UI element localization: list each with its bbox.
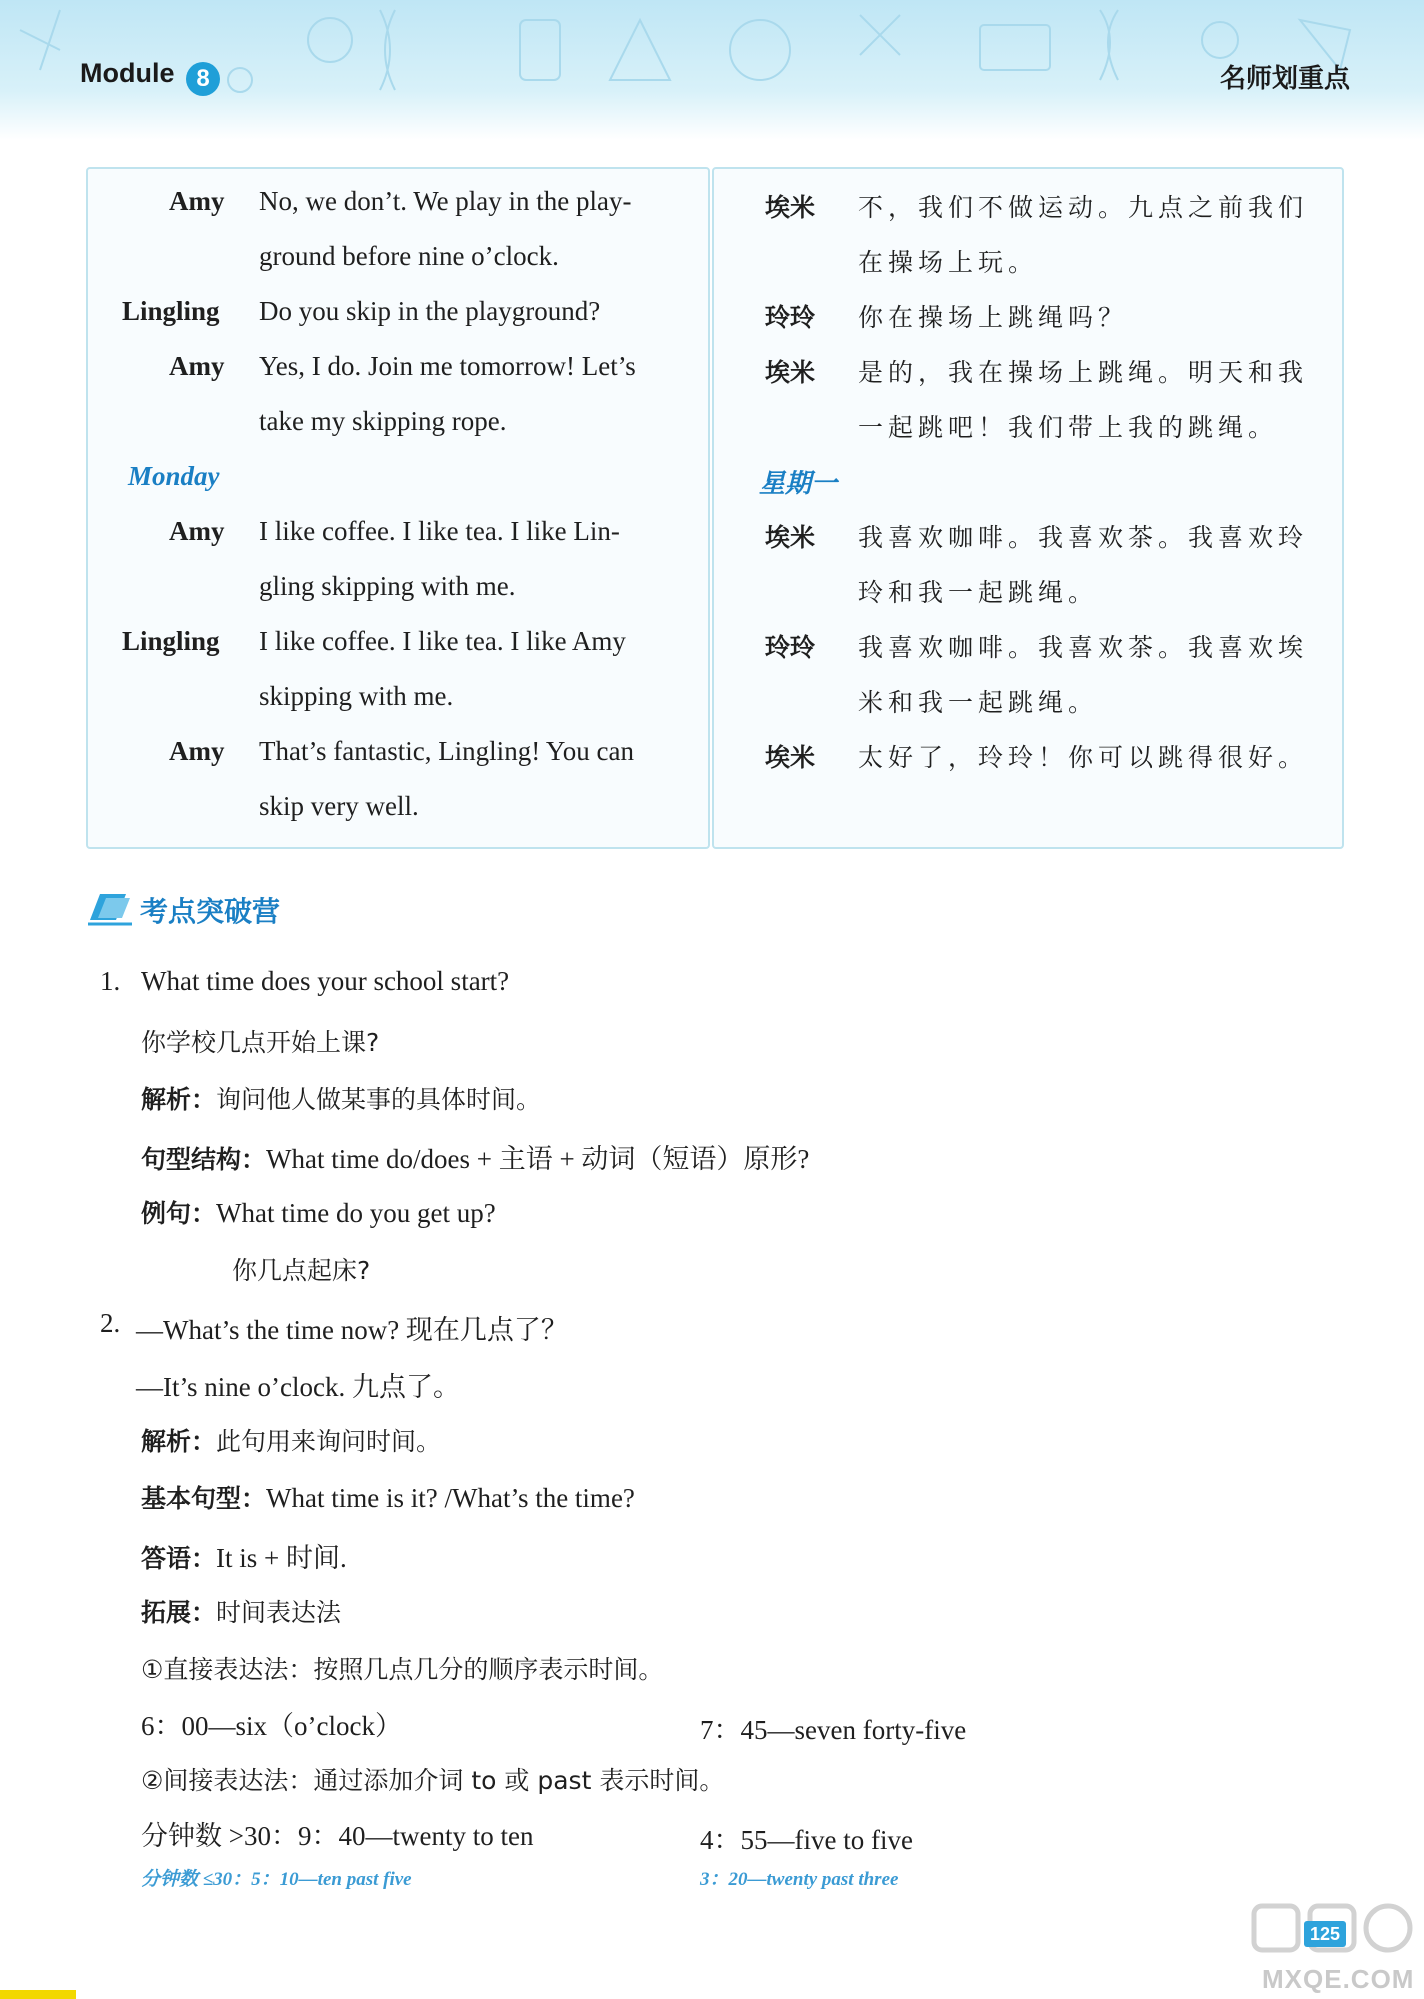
answer-row: 答语：It is + 时间. bbox=[141, 1543, 347, 1573]
indirect-method: ②间接表达法：通过添加介词 to 或 past 表示时间。 bbox=[141, 1766, 725, 1795]
speaker-label: Amy bbox=[169, 516, 225, 546]
dialogue-text-cn: 我喜欢咖啡。我喜欢茶。我喜欢玲 bbox=[858, 523, 1309, 552]
dialogue-text: skipping with me. bbox=[259, 681, 454, 711]
module-label: Module bbox=[80, 58, 175, 88]
analysis-row: 解析：此句用来询问时间。 bbox=[141, 1427, 442, 1456]
time-example: 4：55—five to five bbox=[700, 1825, 913, 1855]
dialogue-text-cn: 太好了，玲玲！你可以跳得很好。 bbox=[858, 743, 1309, 772]
dialogue-text: skip very well. bbox=[259, 791, 419, 821]
time-example-faded: 3：20—twenty past three bbox=[700, 1869, 899, 1890]
page-number: 125 bbox=[1304, 1921, 1346, 1947]
dialogue-text: take my skipping rope. bbox=[259, 406, 507, 436]
page-header bbox=[0, 0, 1424, 140]
dialogue-text: gling skipping with me. bbox=[259, 571, 516, 601]
direct-method: ①直接表达法：按照几点几分的顺序表示时间。 bbox=[141, 1655, 664, 1684]
point-question: What time does your school start? bbox=[141, 966, 510, 996]
dialogue-text-cn: 一起跳吧！我们带上我的跳绳。 bbox=[858, 413, 1279, 442]
module-number-badge: 8 bbox=[186, 62, 220, 96]
speaker-label-cn: 玲玲 bbox=[765, 303, 816, 332]
speaker-label-cn: 埃米 bbox=[765, 743, 816, 772]
day-heading-monday: Monday bbox=[128, 461, 220, 491]
point-translation: 你学校几点开始上课? bbox=[141, 1028, 380, 1057]
analysis-row: 解析：询问他人做某事的具体时间。 bbox=[141, 1085, 542, 1114]
dialogue-text-cn: 我喜欢咖啡。我喜欢茶。我喜欢埃 bbox=[858, 633, 1309, 662]
dialogue-text-cn: 是的，我在操场上跳绳。明天和我 bbox=[858, 358, 1309, 387]
time-example: 分钟数 >30：9：40—twenty to ten bbox=[141, 1821, 534, 1851]
time-example-faded: 分钟数 ≤30：5：10—ten past five bbox=[141, 1869, 412, 1890]
dialogue-text-cn: 玲和我一起跳绳。 bbox=[858, 578, 1099, 607]
header-right-title: 名师划重点 bbox=[1219, 64, 1350, 94]
point-question: —What’s the time now? 现在几点了？ bbox=[136, 1315, 568, 1345]
speaker-label: Lingling bbox=[122, 296, 220, 326]
dialogue-text: I like coffee. I like tea. I like Amy bbox=[259, 626, 626, 656]
speaker-label-cn: 玲玲 bbox=[765, 633, 816, 662]
speaker-label: Amy bbox=[169, 186, 225, 216]
dialogue-text: I like coffee. I like tea. I like Lin- bbox=[259, 516, 620, 546]
speaker-label-cn: 埃米 bbox=[765, 523, 816, 552]
dialogue-text: No, we don’t. We play in the play- bbox=[259, 186, 632, 216]
dialogue-text-cn: 不，我们不做运动。九点之前我们 bbox=[858, 193, 1309, 222]
watermark-text: MXQE.COM bbox=[1262, 1964, 1415, 1994]
time-example: 7：45—seven forty-five bbox=[700, 1715, 967, 1745]
section-title: 考点突破营 bbox=[140, 895, 281, 928]
extend-row: 拓展：时间表达法 bbox=[141, 1598, 342, 1627]
dialogue-text-cn: 你在操场上跳绳吗？ bbox=[858, 303, 1129, 332]
dialogue-text: ground before nine o’clock. bbox=[259, 241, 559, 271]
dialogue-english-box bbox=[86, 167, 710, 849]
speaker-label-cn: 埃米 bbox=[765, 358, 816, 387]
dialogue-text-cn: 在操场上玩。 bbox=[858, 248, 1039, 277]
speaker-label: Amy bbox=[169, 351, 225, 381]
basic-pattern-row: 基本句型：What time is it? /What’s the time? bbox=[141, 1483, 635, 1513]
point-number: 2. bbox=[100, 1308, 121, 1338]
time-example: 6：00—six（o’clock） bbox=[141, 1711, 402, 1741]
dialogue-text-cn: 米和我一起跳绳。 bbox=[858, 688, 1099, 717]
point-answer: —It’s nine o’clock. 九点了。 bbox=[136, 1372, 460, 1402]
speaker-label: Amy bbox=[169, 736, 225, 766]
dialogue-text: Do you skip in the playground? bbox=[259, 296, 601, 326]
dialogue-text: Yes, I do. Join me tomorrow! Let’s bbox=[259, 351, 636, 381]
dialogue-chinese-box bbox=[712, 167, 1344, 849]
structure-row: 句型结构：What time do/does + 主语 + 动词（短语）原形? bbox=[141, 1144, 810, 1174]
example-row: 例句：What time do you get up? bbox=[141, 1198, 496, 1228]
speaker-label-cn: 埃米 bbox=[765, 193, 816, 222]
pencil-book-icon bbox=[86, 888, 136, 928]
example-translation: 你几点起床? bbox=[232, 1256, 371, 1285]
day-heading-monday-cn: 星期一 bbox=[759, 469, 838, 499]
dialogue-text: That’s fantastic, Lingling! You can bbox=[259, 736, 634, 766]
corner-color-strip bbox=[0, 1990, 76, 1999]
point-number: 1. bbox=[100, 966, 121, 996]
speaker-label: Lingling bbox=[122, 626, 220, 656]
